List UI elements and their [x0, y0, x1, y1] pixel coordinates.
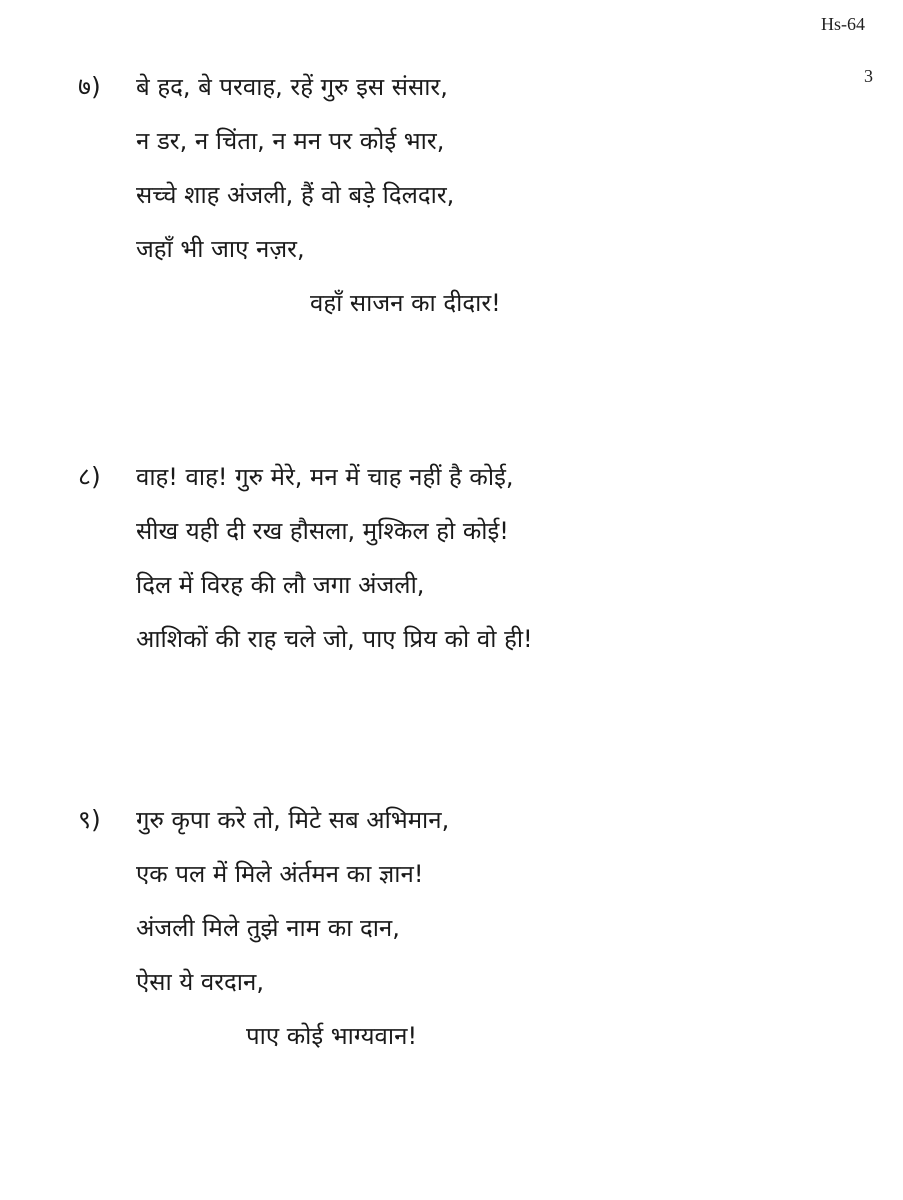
verse-text: जहाँ भी जाए नज़र, — [136, 235, 305, 263]
verse-line — [78, 114, 838, 168]
verse-line — [78, 1009, 838, 1063]
verse-line — [78, 504, 838, 558]
stanza-7 — [78, 60, 838, 330]
verse-text: सीख यही दी रख हौसला, मुश्किल हो कोई! — [136, 517, 509, 545]
page-number: 3 — [864, 66, 873, 86]
verse-line — [78, 793, 838, 847]
verse-text: सच्चे शाह अंजली, हैं वो बड़े दिलदार, — [136, 181, 455, 209]
verse-line — [78, 847, 838, 901]
verse-text: दिल में विरह की लौ जगा अंजली, — [136, 571, 425, 599]
verse-text-indented: वहाँ साजन का दीदार! — [310, 289, 501, 317]
verse-line — [78, 955, 838, 1009]
verse-line — [78, 901, 838, 955]
stanza-number: ९) — [78, 805, 101, 834]
verse-line — [78, 60, 838, 114]
stanza-8 — [78, 450, 838, 666]
verse-line — [78, 558, 838, 612]
verse-text: न डर, न चिंता, न मन पर कोई भार, — [136, 127, 445, 155]
verse-line — [78, 168, 838, 222]
verse-text: अंजली मिले तुझे नाम का दान, — [136, 914, 400, 942]
verse-text: एक पल में मिले अंर्तमन का ज्ञान! — [136, 860, 424, 888]
verse-text: बे हद, बे परवाह, रहें गुरु इस संसार, — [136, 73, 448, 101]
verse-text: वाह! वाह! गुरु मेरे, मन में चाह नहीं है कोई, — [136, 463, 514, 491]
verse-line — [78, 276, 838, 330]
verse-text-indented: पाए कोई भाग्यवान! — [246, 1022, 418, 1050]
verse-line — [78, 450, 838, 504]
verse-line — [78, 222, 838, 276]
verse-line — [78, 612, 838, 666]
stanza-number: ७) — [78, 72, 101, 101]
verse-text: ऐसा ये वरदान, — [136, 968, 264, 996]
stanza-number: ८) — [78, 462, 101, 491]
verse-text: गुरु कृपा करे तो, मिटे सब अभिमान, — [136, 806, 450, 834]
stanza-9 — [78, 793, 838, 1063]
page-code: Hs-64 — [821, 14, 865, 34]
verse-text: आशिकों की राह चले जो, पाए प्रिय को वो ही! — [136, 625, 533, 653]
